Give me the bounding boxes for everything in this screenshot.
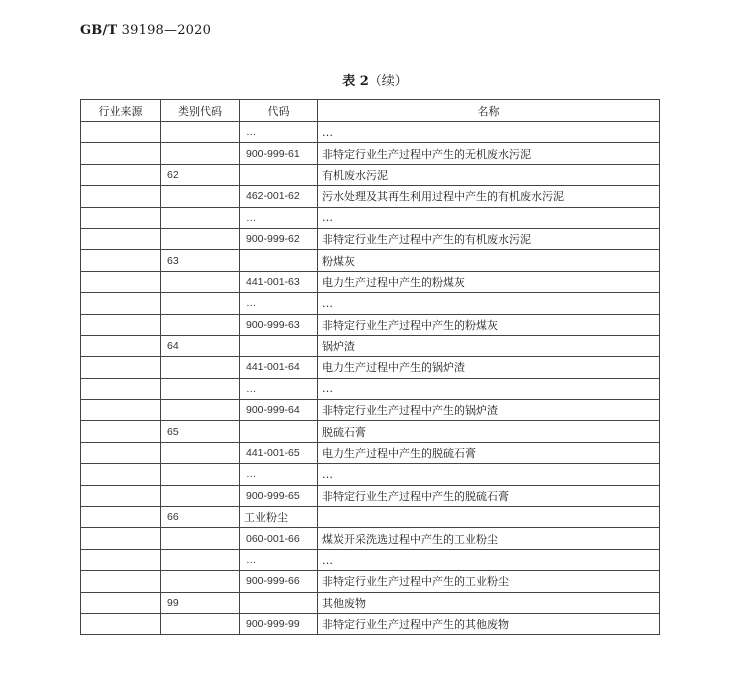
table-row [81, 335, 660, 356]
cell-category-code: 65 [161, 421, 240, 442]
cell-code: 441-001-63 [240, 271, 318, 292]
cell-code: 900-999-66 [240, 571, 318, 592]
cell-code: 工业粉尘 [240, 507, 318, 528]
cell-industry-source [81, 335, 161, 356]
table-row [81, 357, 660, 378]
cell-code: 900-999-62 [240, 228, 318, 249]
cell-category-code: 66 [161, 507, 240, 528]
table-label: 表 2 [342, 74, 369, 89]
cell-name: 非特定行业生产过程中产生的其他废物 [318, 613, 660, 634]
cell-industry-source [81, 592, 161, 613]
cell-name: 脱硫石膏 [318, 421, 660, 442]
cell-industry-source [81, 357, 161, 378]
cell-industry-source [81, 378, 161, 399]
cell-code: 900-999-99 [240, 613, 318, 634]
cell-code: … [240, 293, 318, 314]
cell-name: 非特定行业生产过程中产生的无机废水污泥 [318, 143, 660, 164]
cell-industry-source [81, 442, 161, 463]
cell-industry-source [81, 464, 161, 485]
cell-name: 非特定行业生产过程中产生的工业粉尘 [318, 571, 660, 592]
cell-industry-source [81, 421, 161, 442]
standard-prefix: GB/T [80, 23, 118, 38]
cell-code: … [240, 122, 318, 143]
table-row [81, 207, 660, 228]
table-row [81, 164, 660, 185]
cell-industry-source [81, 143, 161, 164]
cell-code: … [240, 464, 318, 485]
cell-industry-source [81, 528, 161, 549]
cell-code [240, 335, 318, 356]
cell-name: 电力生产过程中产生的锅炉渣 [318, 357, 660, 378]
table-row [81, 571, 660, 592]
cell-industry-source [81, 314, 161, 335]
cell-code: … [240, 549, 318, 570]
cell-category-code: 62 [161, 164, 240, 185]
cell-name [318, 507, 660, 528]
cell-category-code [161, 442, 240, 463]
standard-code: 39198—2020 [121, 23, 212, 38]
cell-name: 非特定行业生产过程中产生的锅炉渣 [318, 400, 660, 421]
cell-code: 900-999-63 [240, 314, 318, 335]
cell-code [240, 250, 318, 271]
cell-category-code [161, 485, 240, 506]
cell-category-code [161, 400, 240, 421]
table-row [81, 314, 660, 335]
table-row [81, 507, 660, 528]
cell-category-code: 64 [161, 335, 240, 356]
cell-code: 462-001-62 [240, 186, 318, 207]
cell-category-code [161, 207, 240, 228]
cell-industry-source [81, 122, 161, 143]
cell-name: 有机废水污泥 [318, 164, 660, 185]
cell-category-code [161, 528, 240, 549]
table-row [81, 464, 660, 485]
cell-name: 非特定行业生产过程中产生的粉煤灰 [318, 314, 660, 335]
cell-code: 060-001-66 [240, 528, 318, 549]
cell-industry-source [81, 250, 161, 271]
cell-category-code [161, 613, 240, 634]
cell-category-code [161, 464, 240, 485]
table-row [81, 549, 660, 570]
table-row [81, 228, 660, 249]
table-row [81, 186, 660, 207]
cell-code [240, 164, 318, 185]
cell-category-code [161, 271, 240, 292]
waste-code-table [80, 99, 660, 635]
col-header-category-code: 类别代码 [161, 100, 240, 122]
table-row [81, 592, 660, 613]
cell-name: 粉煤灰 [318, 250, 660, 271]
cell-industry-source [81, 571, 161, 592]
cell-code [240, 592, 318, 613]
table-header-row [81, 100, 660, 122]
table-title [0, 70, 750, 89]
cell-name: 污水处理及其再生利用过程中产生的有机废水污泥 [318, 186, 660, 207]
cell-name: 锅炉渣 [318, 335, 660, 356]
cell-category-code [161, 314, 240, 335]
cell-code: 441-001-65 [240, 442, 318, 463]
standard-number [80, 23, 211, 38]
cell-code: … [240, 378, 318, 399]
table-row [81, 528, 660, 549]
cell-name: 非特定行业生产过程中产生的脱硫石膏 [318, 485, 660, 506]
table-row [81, 250, 660, 271]
col-header-code: 代码 [240, 100, 318, 122]
cell-industry-source [81, 207, 161, 228]
cell-industry-source [81, 507, 161, 528]
cell-category-code [161, 122, 240, 143]
cell-category-code [161, 186, 240, 207]
table-row [81, 378, 660, 399]
cell-category-code [161, 228, 240, 249]
cell-code: 900-999-64 [240, 400, 318, 421]
cell-name: … [318, 549, 660, 570]
cell-industry-source [81, 228, 161, 249]
cell-category-code [161, 378, 240, 399]
cell-industry-source [81, 613, 161, 634]
cell-code: 900-999-65 [240, 485, 318, 506]
cell-name: 非特定行业生产过程中产生的有机废水污泥 [318, 228, 660, 249]
table-row [81, 442, 660, 463]
table-row [81, 122, 660, 143]
cell-industry-source [81, 293, 161, 314]
cell-industry-source [81, 186, 161, 207]
cell-category-code [161, 293, 240, 314]
table-row [81, 143, 660, 164]
col-header-industry-source: 行业来源 [81, 100, 161, 122]
cell-category-code [161, 571, 240, 592]
cell-name: … [318, 122, 660, 143]
cell-category-code [161, 357, 240, 378]
cell-code: 441-001-64 [240, 357, 318, 378]
cell-industry-source [81, 485, 161, 506]
cell-category-code: 99 [161, 592, 240, 613]
cell-name: 其他废物 [318, 592, 660, 613]
cell-industry-source [81, 164, 161, 185]
table-row [81, 400, 660, 421]
col-header-name: 名称 [318, 100, 660, 122]
table-row [81, 293, 660, 314]
cell-category-code [161, 143, 240, 164]
cell-code: 900-999-61 [240, 143, 318, 164]
cell-name: … [318, 464, 660, 485]
table-row [81, 271, 660, 292]
cell-code: … [240, 207, 318, 228]
cell-industry-source [81, 549, 161, 570]
cell-name: … [318, 207, 660, 228]
cell-category-code: 63 [161, 250, 240, 271]
table-row [81, 421, 660, 442]
cell-name: 电力生产过程中产生的脱硫石膏 [318, 442, 660, 463]
cell-industry-source [81, 400, 161, 421]
cell-code [240, 421, 318, 442]
cell-name: … [318, 293, 660, 314]
table-row [81, 613, 660, 634]
cell-industry-source [81, 271, 161, 292]
cell-name: 煤炭开采洗选过程中产生的工业粉尘 [318, 528, 660, 549]
table-row [81, 485, 660, 506]
cell-name: … [318, 378, 660, 399]
cell-name: 电力生产过程中产生的粉煤灰 [318, 271, 660, 292]
table-continued: （续） [368, 74, 408, 89]
cell-category-code [161, 549, 240, 570]
